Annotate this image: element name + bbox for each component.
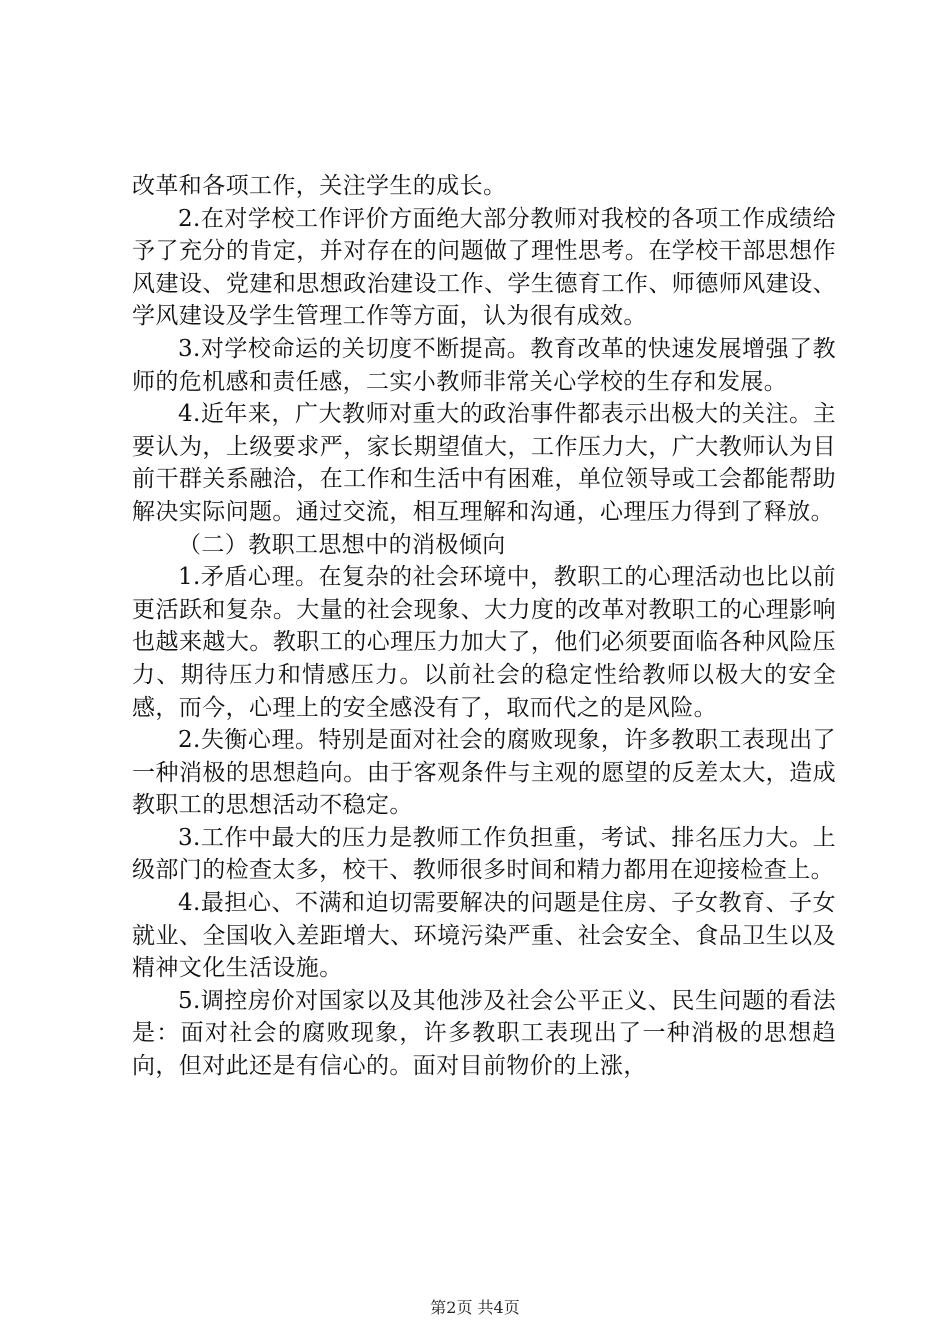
paragraph-concerns: 4.最担心、不满和迫切需要解决的问题是住房、子女教育、子女就业、全国收入差距增大、环境污染严重、社会安全、食品卫生以及精神文化生活设施。	[132, 890, 836, 982]
paragraph-housing-views: 5.调控房价对国家以及其他涉及社会公平正义、民生问题的看法是：面对社会的腐败现象，许多教职工表现出了一种消极的思想趋向，但对此还是有信心的。面对目前物价的上涨，	[132, 987, 836, 1080]
paragraph-work-pressure: 3.工作中最大的压力是教师工作负担重，考试、排名压力大。上级部门的检查太多，校干、教师很多时间和精力都用在迎接检查上。	[132, 824, 836, 884]
section-heading-negative-tendencies: （二）教职工思想中的消极倾向	[178, 531, 506, 558]
paragraph-item-4: 4.近年来，广大教师对重大的政治事件都表示出极大的关注。主要认为，上级要求严，家长期望值大，工作压力大，广大教师认为目前干群关系融洽，在工作和生活中有困难，单位领导或工会都能帮助解决实际问题。通过交流，相互理解和沟通，心理压力得到了释放。	[132, 401, 836, 525]
document-body	[132, 170, 836, 1083]
page-footer: 第2页 共4页	[430, 1298, 520, 1317]
paragraph-contradiction-psychology: 1.矛盾心理。在复杂的社会环境中，教职工的心理活动也比以前更活跃和复杂。大量的社会现象、大力度的改革对教职工的心理影响也越来越大。教职工的心理压力加大了，他们必须要面临各种风险压力、期待压力和情感压力。以前社会的稳定性给教师以极大的安全感，而今，心理上的安全感没有了，取而代之的是风险。	[132, 564, 836, 721]
paragraph-item-2: 2.在对学校工作评价方面绝大部分教师对我校的各项工作成绩给予了充分的肯定，并对存在的问题做了理性思考。在学校干部思想作风建设、党建和思想政治建设工作、学生德育工作、师德师风建设、学风建设及学生管理工作等方面，认为很有成效。	[132, 205, 836, 330]
paragraph-item-3: 3.对学校命运的关切度不断提高。教育改革的快速发展增强了教师的危机感和责任感，二实小教师非常关心学校的生存和发展。	[132, 335, 836, 395]
paragraph-imbalance-psychology: 2.失衡心理。特别是面对社会的腐败现象，许多教职工表现出了一种消极的思想趋向。由于客观条件与主观的愿望的反差太大，造成教职工的思想活动不稳定。	[132, 727, 836, 819]
paragraph-continuation: 改革和各项工作，关注学生的成长。	[132, 173, 507, 199]
